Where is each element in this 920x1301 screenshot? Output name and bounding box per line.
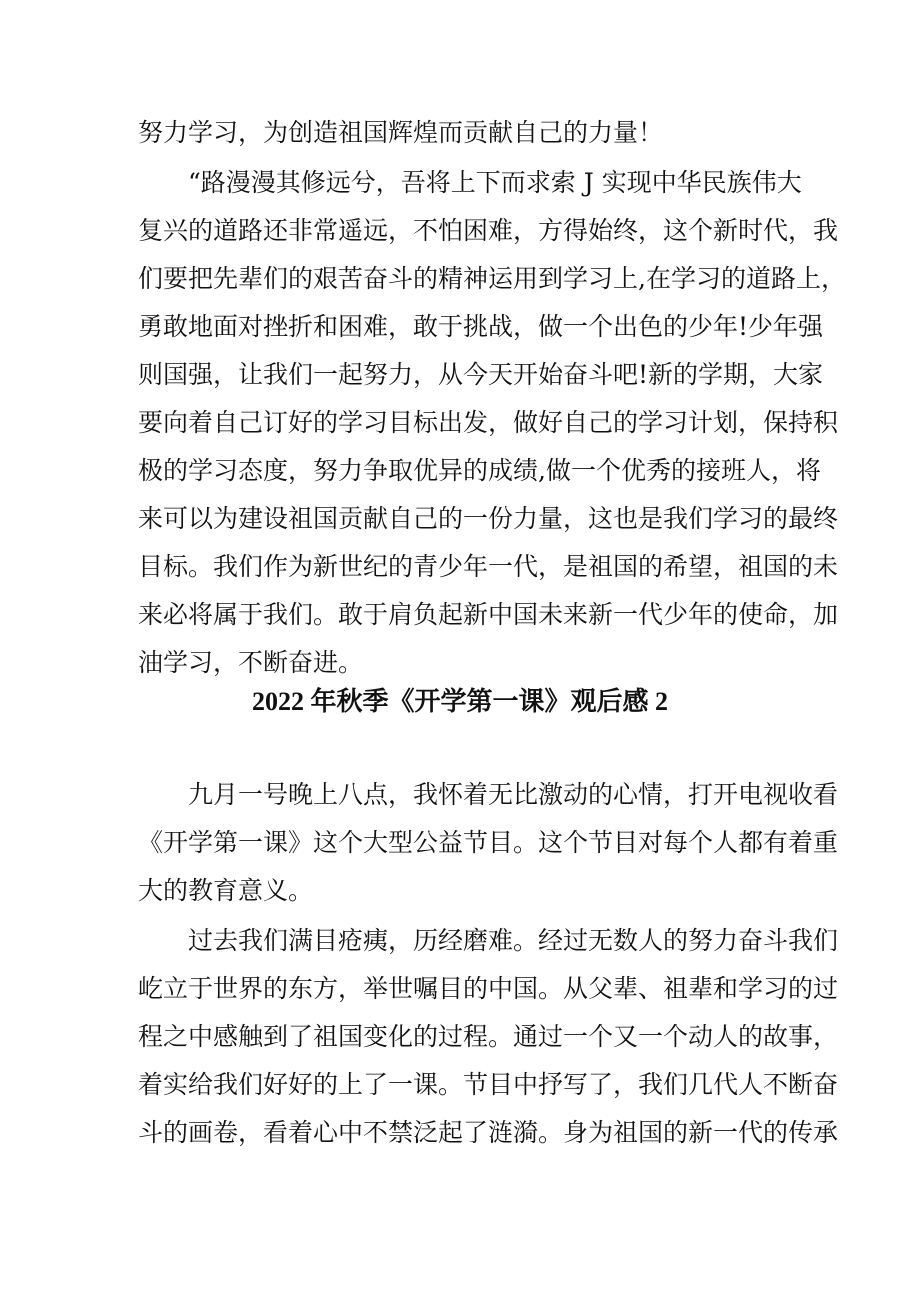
paragraph-line: “路漫漫其修远兮，吾将上下而求索 J 实现中华民族伟大	[188, 168, 802, 197]
paragraph-line: 努力学习，为创造祖国辉煌而贡献自己的力量！	[138, 118, 664, 147]
paragraph-line: 则国强，让我们一起努力，从今天开始奋斗吧!新的学期，大家	[138, 360, 824, 389]
paragraph-line: 过去我们满目疮痍，历经磨难。经过无数人的努力奋斗我们	[188, 926, 839, 955]
section-heading: 2022 年秋季《开学第一课》观后感 2	[251, 687, 668, 716]
paragraph-line: 油学习，不断奋进。	[138, 648, 364, 677]
paragraph-line: 要向着自己订好的学习目标出发，做好自己的学习计划，保持积	[138, 408, 839, 437]
paragraph-line: 勇敢地面对挫折和困难，敢于挑战，做一个出色的少年!少年强	[138, 312, 824, 341]
paragraph-line: 来可以为建设祖国贡献自己的一份力量，这也是我们学习的最终	[138, 504, 839, 533]
paragraph-line: 目标。我们作为新世纪的青少年一代，是祖国的希望，祖国的未	[138, 552, 839, 581]
paragraph-line: 复兴的道路还非常遥远，不怕困难，方得始终，这个新时代，我	[138, 216, 839, 245]
paragraph-line: 斗的画卷，看着心中不禁泛起了涟漪。身为祖国的新一代的传承	[138, 1118, 839, 1147]
paragraph-line: 屹立于世界的东方，举世嘱目的中国。从父辈、祖辈和学习的过	[138, 974, 839, 1003]
paragraph-line: 程之中感触到了祖国变化的过程。通过一个又一个动人的故事，	[138, 1022, 839, 1051]
paragraph-line: 大的教育意义。	[138, 876, 314, 905]
paragraph-line: 们要把先辈们的艰苦奋斗的精神运用到学习上,在学习的道路上，	[138, 264, 846, 293]
paragraph-line: 九月一号晚上八点，我怀着无比激动的心情，打开电视收看	[188, 780, 839, 809]
paragraph-line: 来必将属于我们。敢于肩负起新中国未来新一代少年的使命，加	[138, 600, 839, 629]
paragraph-line: 《开学第一课》这个大型公益节目。这个节目对每个人都有着重	[138, 828, 839, 857]
paragraph-line: 着实给我们好好的上了一课。节目中抒写了，我们几代人不断奋	[138, 1070, 839, 1099]
paragraph-line: 极的学习态度，努力争取优异的成绩,做一个优秀的接班人，将	[138, 456, 821, 485]
